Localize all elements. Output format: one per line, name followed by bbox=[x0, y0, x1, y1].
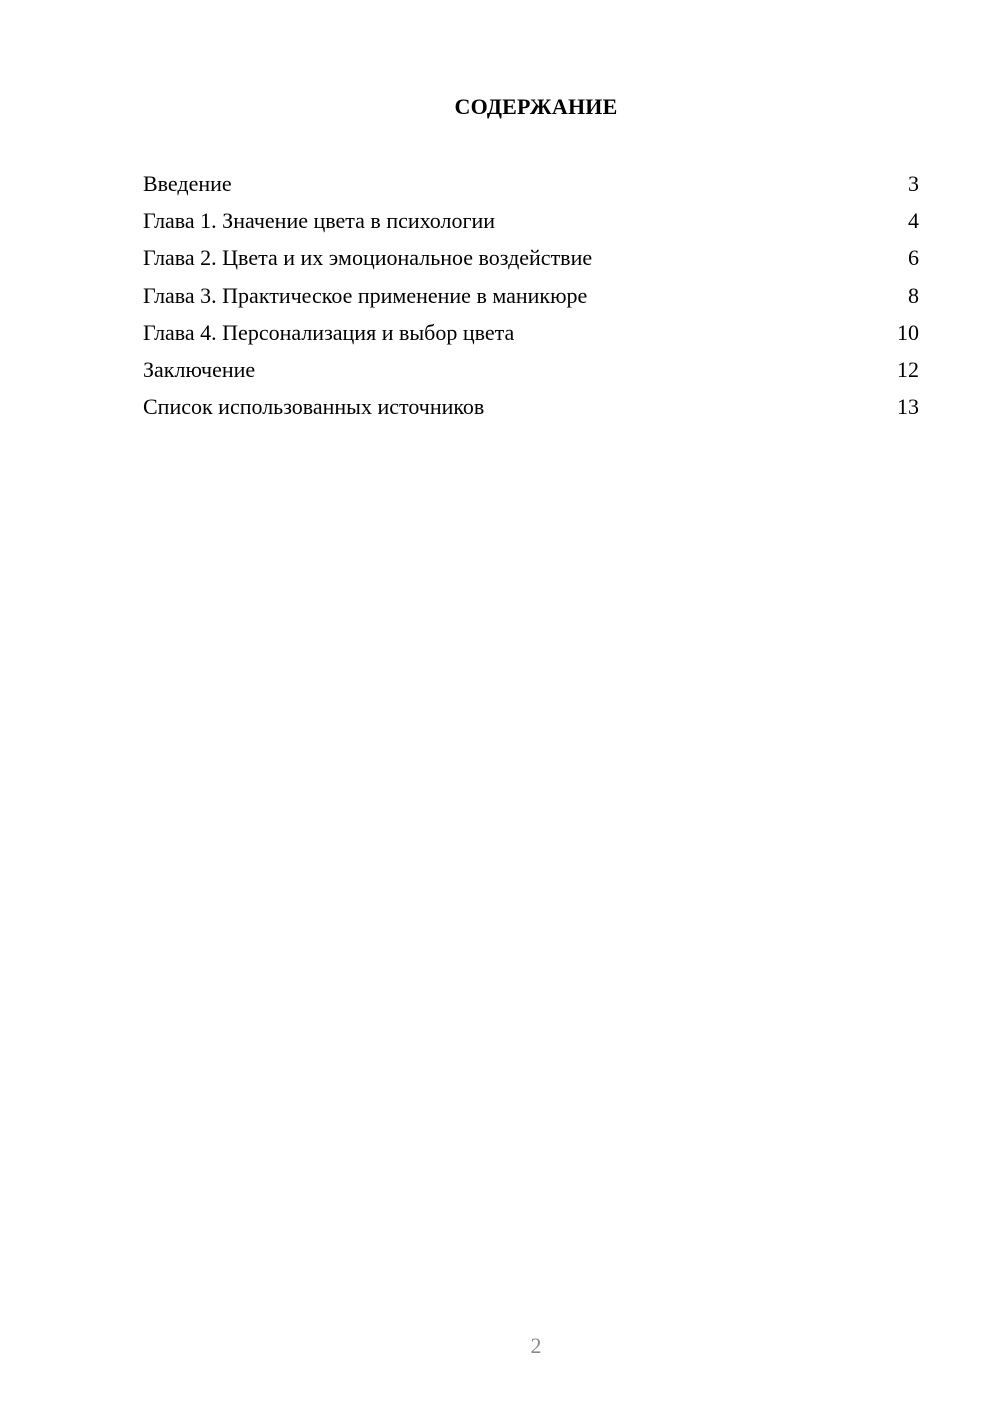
table-of-contents bbox=[143, 168, 919, 428]
toc-title: СОДЕРЖАНИЕ bbox=[454, 94, 618, 119]
toc-entry-label: Список использованных источников bbox=[143, 394, 485, 420]
toc-entry-page: 4 bbox=[908, 208, 919, 234]
toc-entry-label: Глава 3. Практическое применение в маникюре bbox=[143, 282, 588, 308]
toc-entry-page: 6 bbox=[908, 245, 919, 271]
toc-entry-references bbox=[143, 391, 919, 428]
toc-entry-chapter-2 bbox=[143, 242, 919, 279]
toc-entry-label: Введение bbox=[143, 171, 232, 196]
toc-entry-chapter-3 bbox=[143, 280, 919, 317]
toc-entry-page: 13 bbox=[897, 394, 919, 420]
toc-entry-page: 3 bbox=[908, 171, 919, 196]
toc-entry-conclusion bbox=[143, 354, 919, 391]
page-number: 2 bbox=[530, 1333, 542, 1358]
toc-entry-label: Глава 4. Персонализация и выбор цвета bbox=[143, 319, 515, 345]
toc-entry-chapter-4 bbox=[143, 317, 919, 354]
toc-entry-page: 10 bbox=[897, 319, 919, 345]
toc-entry-label: Заключение bbox=[143, 356, 256, 382]
toc-entry-introduction bbox=[143, 168, 919, 205]
toc-entry-label: Глава 1. Значение цвета в психологии bbox=[143, 208, 496, 234]
toc-entry-chapter-1 bbox=[143, 205, 919, 242]
toc-entry-page: 12 bbox=[897, 356, 919, 382]
toc-entry-page: 8 bbox=[908, 282, 919, 308]
toc-entry-label: Глава 2. Цвета и их эмоциональное воздействие bbox=[143, 245, 593, 271]
